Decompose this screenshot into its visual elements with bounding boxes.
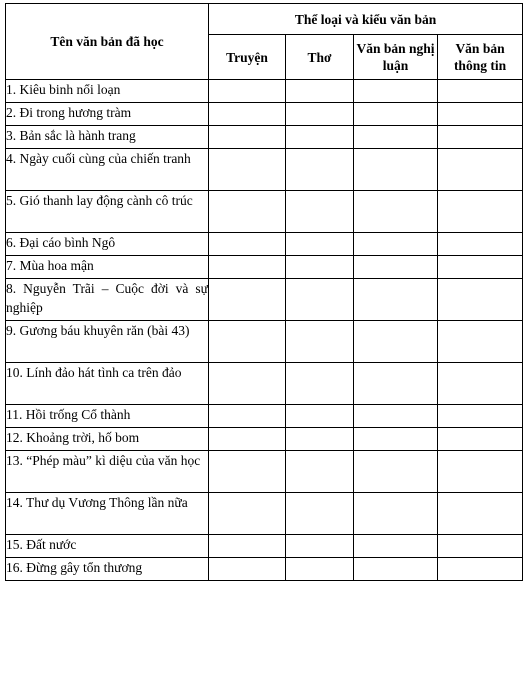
cell-story[interactable] <box>209 126 286 149</box>
cell-poem[interactable] <box>286 80 354 103</box>
cell-poem[interactable] <box>286 451 354 493</box>
table-row <box>6 363 523 405</box>
cell-informational[interactable] <box>438 535 523 558</box>
row-title: 2. Đi trong hương tràm <box>6 103 209 126</box>
genre-group-header: Thể loại và kiểu văn bản <box>209 4 523 35</box>
cell-informational[interactable] <box>438 103 523 126</box>
row-title: 11. Hồi trống Cổ thành <box>6 405 209 428</box>
table-row <box>6 279 523 321</box>
cell-poem[interactable] <box>286 279 354 321</box>
table-row <box>6 191 523 233</box>
cell-story[interactable] <box>209 535 286 558</box>
genre-header-argumentative: Văn bản nghị luận <box>354 35 438 80</box>
table-row <box>6 535 523 558</box>
cell-story[interactable] <box>209 428 286 451</box>
cell-story[interactable] <box>209 493 286 535</box>
row-title: 4. Ngày cuối cùng của chiến tranh <box>6 149 209 191</box>
cell-argumentative[interactable] <box>354 126 438 149</box>
cell-poem[interactable] <box>286 321 354 363</box>
cell-poem[interactable] <box>286 535 354 558</box>
cell-poem[interactable] <box>286 149 354 191</box>
cell-poem[interactable] <box>286 191 354 233</box>
row-title: 14. Thư dụ Vương Thông lần nữa <box>6 493 209 535</box>
cell-argumentative[interactable] <box>354 535 438 558</box>
table-row <box>6 80 523 103</box>
cell-poem[interactable] <box>286 428 354 451</box>
table-row <box>6 558 523 581</box>
row-title: 13. “Phép màu” kì diệu của văn học <box>6 451 209 493</box>
table-row <box>6 321 523 363</box>
cell-informational[interactable] <box>438 256 523 279</box>
row-title: 12. Khoảng trời, hố bom <box>6 428 209 451</box>
genre-header-poem: Thơ <box>286 35 354 80</box>
genre-classification-table <box>5 3 523 581</box>
cell-story[interactable] <box>209 80 286 103</box>
table-row <box>6 126 523 149</box>
cell-poem[interactable] <box>286 493 354 535</box>
cell-informational[interactable] <box>438 363 523 405</box>
cell-informational[interactable] <box>438 451 523 493</box>
cell-story[interactable] <box>209 405 286 428</box>
cell-story[interactable] <box>209 233 286 256</box>
cell-argumentative[interactable] <box>354 103 438 126</box>
cell-story[interactable] <box>209 149 286 191</box>
row-title: 16. Đừng gây tổn thương <box>6 558 209 581</box>
cell-argumentative[interactable] <box>354 451 438 493</box>
cell-informational[interactable] <box>438 149 523 191</box>
cell-informational[interactable] <box>438 126 523 149</box>
genre-header-story: Truyện <box>209 35 286 80</box>
cell-argumentative[interactable] <box>354 149 438 191</box>
cell-poem[interactable] <box>286 256 354 279</box>
cell-story[interactable] <box>209 279 286 321</box>
cell-story[interactable] <box>209 321 286 363</box>
table-row <box>6 428 523 451</box>
cell-informational[interactable] <box>438 493 523 535</box>
cell-informational[interactable] <box>438 233 523 256</box>
table-row <box>6 103 523 126</box>
cell-argumentative[interactable] <box>354 321 438 363</box>
row-title: 6. Đại cáo bình Ngô <box>6 233 209 256</box>
table-row <box>6 405 523 428</box>
cell-informational[interactable] <box>438 279 523 321</box>
genre-header-informational: Văn bản thông tin <box>438 35 523 80</box>
table-row <box>6 256 523 279</box>
cell-poem[interactable] <box>286 363 354 405</box>
cell-argumentative[interactable] <box>354 233 438 256</box>
table-row <box>6 451 523 493</box>
cell-story[interactable] <box>209 191 286 233</box>
row-title: 8. Nguyễn Trãi – Cuộc đời và sự nghiệp <box>6 279 209 321</box>
cell-poem[interactable] <box>286 103 354 126</box>
table-row <box>6 149 523 191</box>
row-title: 9. Gương báu khuyên răn (bài 43) <box>6 321 209 363</box>
row-title: 10. Lính đảo hát tình ca trên đảo <box>6 363 209 405</box>
cell-poem[interactable] <box>286 233 354 256</box>
table-row <box>6 233 523 256</box>
row-title: 1. Kiêu binh nổi loạn <box>6 80 209 103</box>
cell-informational[interactable] <box>438 558 523 581</box>
cell-argumentative[interactable] <box>354 363 438 405</box>
text-name-header: Tên văn bản đã học <box>6 4 209 80</box>
cell-poem[interactable] <box>286 405 354 428</box>
cell-informational[interactable] <box>438 405 523 428</box>
cell-argumentative[interactable] <box>354 256 438 279</box>
row-title: 5. Gió thanh lay động cành cô trúc <box>6 191 209 233</box>
cell-informational[interactable] <box>438 80 523 103</box>
row-title: 3. Bản sắc là hành trang <box>6 126 209 149</box>
cell-informational[interactable] <box>438 321 523 363</box>
cell-informational[interactable] <box>438 191 523 233</box>
cell-argumentative[interactable] <box>354 493 438 535</box>
cell-argumentative[interactable] <box>354 80 438 103</box>
cell-story[interactable] <box>209 451 286 493</box>
cell-story[interactable] <box>209 103 286 126</box>
cell-argumentative[interactable] <box>354 191 438 233</box>
row-title: 15. Đất nước <box>6 535 209 558</box>
cell-argumentative[interactable] <box>354 279 438 321</box>
cell-argumentative[interactable] <box>354 558 438 581</box>
cell-poem[interactable] <box>286 126 354 149</box>
cell-argumentative[interactable] <box>354 405 438 428</box>
cell-story[interactable] <box>209 558 286 581</box>
cell-argumentative[interactable] <box>354 428 438 451</box>
table-row <box>6 493 523 535</box>
cell-poem[interactable] <box>286 558 354 581</box>
row-title: 7. Mùa hoa mận <box>6 256 209 279</box>
cell-informational[interactable] <box>438 428 523 451</box>
cell-story[interactable] <box>209 256 286 279</box>
cell-story[interactable] <box>209 363 286 405</box>
